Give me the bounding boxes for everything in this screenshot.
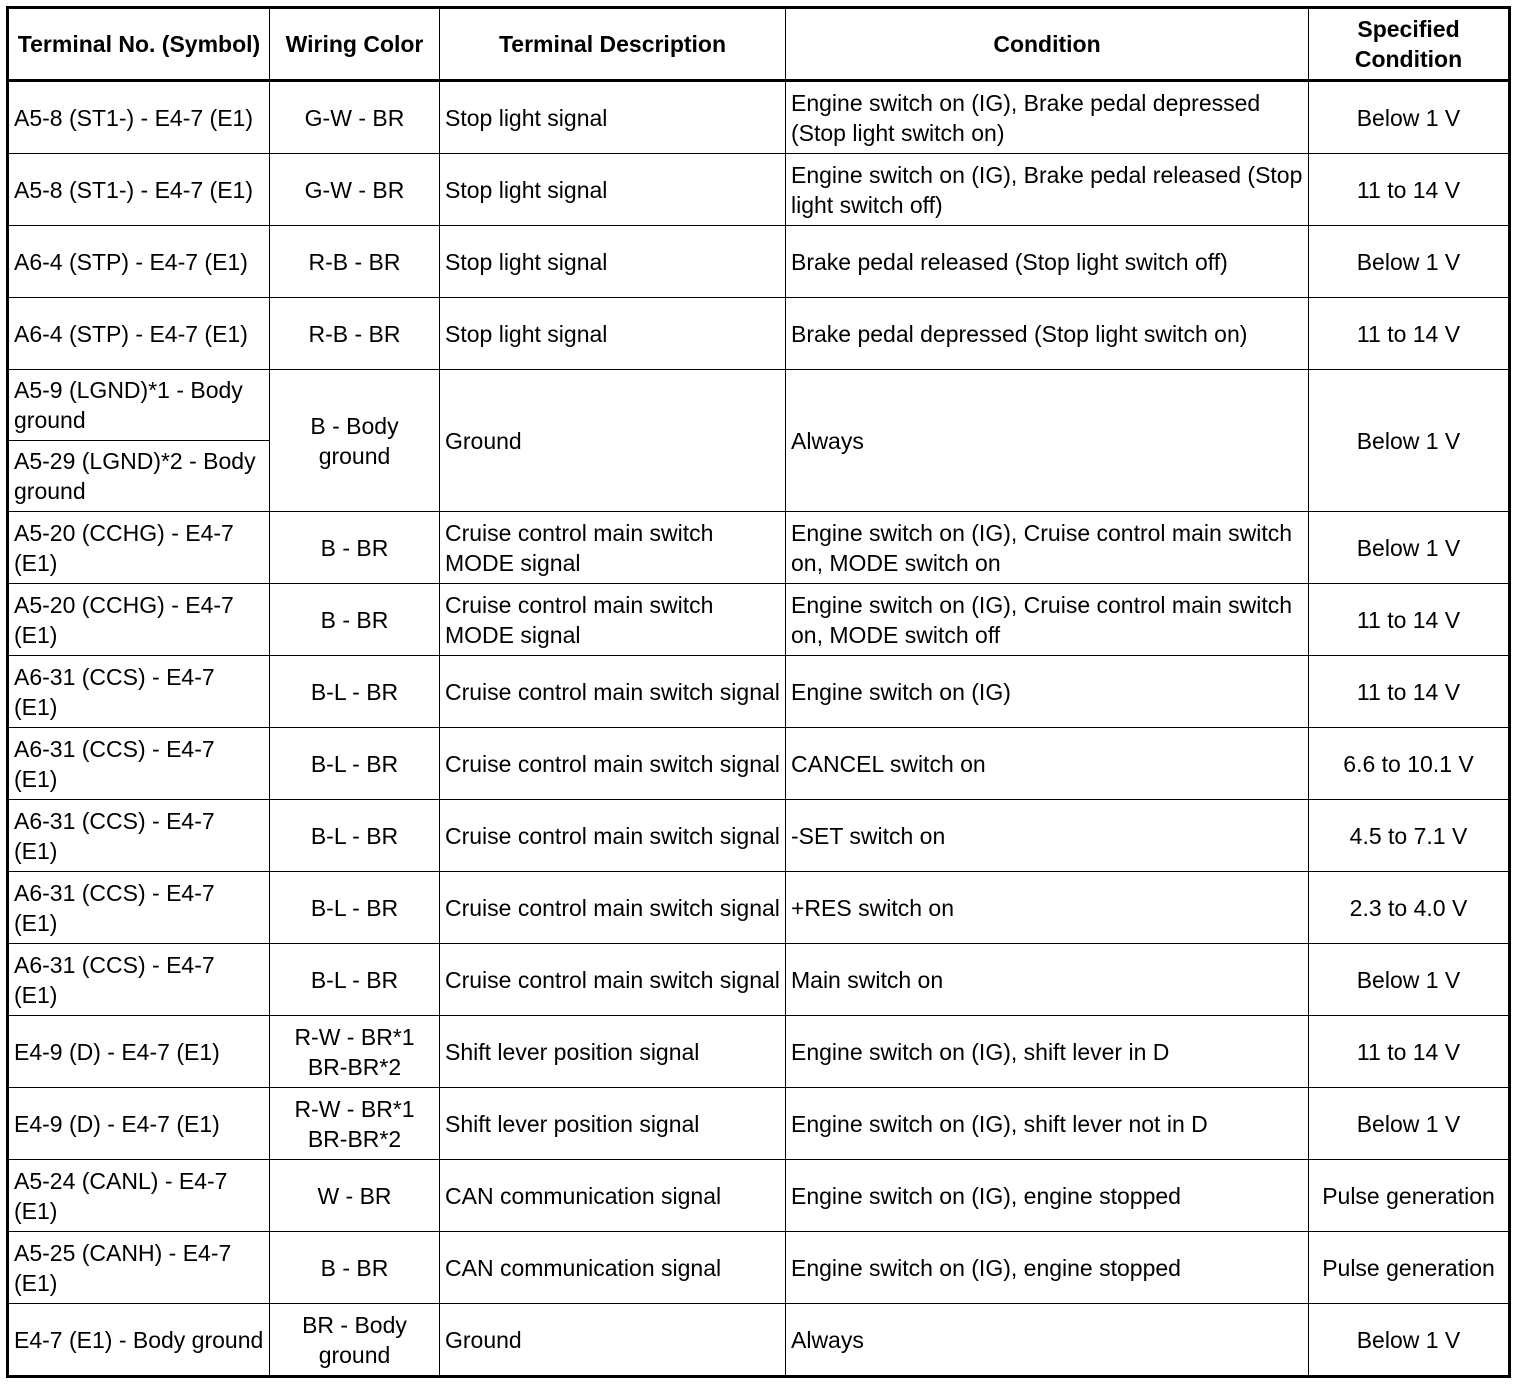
cell-specified: 11 to 14 V [1309, 584, 1510, 656]
cell-condition: Engine switch on (IG), Cruise control main switch on, MODE switch on [786, 512, 1309, 584]
table-row [8, 872, 1510, 944]
cell-wiring-color: R-B - BR [270, 226, 440, 298]
table-row [8, 944, 1510, 1016]
table-row [8, 656, 1510, 728]
cell-terminal: E4-9 (D) - E4-7 (E1) [8, 1088, 270, 1160]
cell-wiring-color: BR - Body ground [270, 1304, 440, 1377]
cell-description: Stop light signal [440, 154, 786, 226]
cell-terminal: A5-8 (ST1-) - E4-7 (E1) [8, 154, 270, 226]
cell-terminal: A5-8 (ST1-) - E4-7 (E1) [8, 81, 270, 154]
cell-condition: Always [786, 1304, 1309, 1377]
table-row [8, 1160, 1510, 1232]
cell-wiring-color: G-W - BR [270, 154, 440, 226]
cell-specified: 4.5 to 7.1 V [1309, 800, 1510, 872]
cell-specified: Below 1 V [1309, 226, 1510, 298]
cell-condition: Engine switch on (IG) [786, 656, 1309, 728]
cell-terminal: E4-9 (D) - E4-7 (E1) [8, 1016, 270, 1088]
cell-wiring-color: R-W - BR*1 BR-BR*2 [270, 1088, 440, 1160]
cell-description: Stop light signal [440, 81, 786, 154]
cell-wiring-color: B - Body ground [270, 370, 440, 512]
table-row [8, 154, 1510, 226]
table-row [8, 81, 1510, 154]
cell-condition: Engine switch on (IG), Brake pedal released (Stop light switch off) [786, 154, 1309, 226]
cell-specified: Below 1 V [1309, 1088, 1510, 1160]
cell-terminal-alt: A5-29 (LGND)*2 - Body ground [8, 441, 270, 512]
cell-terminal: E4-7 (E1) - Body ground [8, 1304, 270, 1377]
cell-wiring-color: G-W - BR [270, 81, 440, 154]
cell-description: Ground [440, 1304, 786, 1377]
cell-wiring-color: B - BR [270, 1232, 440, 1304]
cell-condition: Main switch on [786, 944, 1309, 1016]
cell-description: Shift lever position signal [440, 1016, 786, 1088]
header-wiring-color: Wiring Color [270, 8, 440, 81]
table-header-row [8, 8, 1510, 81]
cell-terminal: A5-9 (LGND)*1 - Body ground [8, 370, 270, 441]
table-row [8, 1304, 1510, 1377]
cell-condition: Engine switch on (IG), shift lever in D [786, 1016, 1309, 1088]
cell-condition: Engine switch on (IG), engine stopped [786, 1160, 1309, 1232]
cell-wiring-color: R-B - BR [270, 298, 440, 370]
cell-description: Shift lever position signal [440, 1088, 786, 1160]
header-terminal-description: Terminal Description [440, 8, 786, 81]
cell-specified: 11 to 14 V [1309, 1016, 1510, 1088]
cell-wiring-color: B-L - BR [270, 944, 440, 1016]
terminal-specification-table [6, 6, 1511, 1378]
cell-condition: +RES switch on [786, 872, 1309, 944]
cell-description: Cruise control main switch signal [440, 872, 786, 944]
cell-terminal: A6-31 (CCS) - E4-7 (E1) [8, 656, 270, 728]
cell-wiring-color: B-L - BR [270, 728, 440, 800]
cell-description: CAN communication signal [440, 1160, 786, 1232]
cell-specified: 11 to 14 V [1309, 656, 1510, 728]
cell-terminal: A6-31 (CCS) - E4-7 (E1) [8, 944, 270, 1016]
table-row [8, 370, 1510, 441]
header-terminal: Terminal No. (Symbol) [8, 8, 270, 81]
cell-condition: Always [786, 370, 1309, 512]
cell-description: Ground [440, 370, 786, 512]
cell-terminal: A6-31 (CCS) - E4-7 (E1) [8, 872, 270, 944]
table-row [8, 512, 1510, 584]
cell-condition: Engine switch on (IG), engine stopped [786, 1232, 1309, 1304]
cell-condition: Brake pedal depressed (Stop light switch on) [786, 298, 1309, 370]
header-condition: Condition [786, 8, 1309, 81]
cell-wiring-color: B-L - BR [270, 656, 440, 728]
cell-specified: 2.3 to 4.0 V [1309, 872, 1510, 944]
cell-condition: Brake pedal released (Stop light switch off) [786, 226, 1309, 298]
table-row [8, 728, 1510, 800]
cell-specified: 6.6 to 10.1 V [1309, 728, 1510, 800]
cell-specified: Below 1 V [1309, 512, 1510, 584]
terminal-table-container [6, 6, 1508, 1378]
cell-specified: Pulse generation [1309, 1160, 1510, 1232]
table-row [8, 298, 1510, 370]
cell-specified: Below 1 V [1309, 81, 1510, 154]
cell-description: Cruise control main switch MODE signal [440, 512, 786, 584]
cell-terminal: A6-31 (CCS) - E4-7 (E1) [8, 728, 270, 800]
cell-wiring-color: R-W - BR*1 BR-BR*2 [270, 1016, 440, 1088]
cell-terminal: A5-20 (CCHG) - E4-7 (E1) [8, 584, 270, 656]
table-row [8, 1088, 1510, 1160]
table-row [8, 1232, 1510, 1304]
cell-description: Cruise control main switch MODE signal [440, 584, 786, 656]
cell-specified: 11 to 14 V [1309, 298, 1510, 370]
table-row [8, 1016, 1510, 1088]
table-row [8, 584, 1510, 656]
table-row [8, 226, 1510, 298]
cell-wiring-color: B - BR [270, 584, 440, 656]
cell-terminal: A6-4 (STP) - E4-7 (E1) [8, 226, 270, 298]
cell-terminal: A6-4 (STP) - E4-7 (E1) [8, 298, 270, 370]
cell-specified: Below 1 V [1309, 1304, 1510, 1377]
cell-wiring-color: B-L - BR [270, 872, 440, 944]
cell-specified: Below 1 V [1309, 370, 1510, 512]
cell-condition: Engine switch on (IG), Cruise control main switch on, MODE switch off [786, 584, 1309, 656]
cell-condition: Engine switch on (IG), Brake pedal depressed (Stop light switch on) [786, 81, 1309, 154]
cell-description: Cruise control main switch signal [440, 800, 786, 872]
cell-description: CAN communication signal [440, 1232, 786, 1304]
cell-specified: Pulse generation [1309, 1232, 1510, 1304]
cell-wiring-color: B - BR [270, 512, 440, 584]
cell-specified: 11 to 14 V [1309, 154, 1510, 226]
cell-wiring-color: W - BR [270, 1160, 440, 1232]
cell-description: Cruise control main switch signal [440, 728, 786, 800]
cell-specified: Below 1 V [1309, 944, 1510, 1016]
cell-terminal: A5-24 (CANL) - E4-7 (E1) [8, 1160, 270, 1232]
cell-description: Cruise control main switch signal [440, 944, 786, 1016]
cell-terminal: A5-20 (CCHG) - E4-7 (E1) [8, 512, 270, 584]
cell-description: Stop light signal [440, 226, 786, 298]
cell-description: Cruise control main switch signal [440, 656, 786, 728]
cell-terminal: A5-25 (CANH) - E4-7 (E1) [8, 1232, 270, 1304]
cell-terminal: A6-31 (CCS) - E4-7 (E1) [8, 800, 270, 872]
cell-condition: Engine switch on (IG), shift lever not in D [786, 1088, 1309, 1160]
table-row [8, 800, 1510, 872]
cell-condition: CANCEL switch on [786, 728, 1309, 800]
cell-wiring-color: B-L - BR [270, 800, 440, 872]
cell-condition: -SET switch on [786, 800, 1309, 872]
cell-description: Stop light signal [440, 298, 786, 370]
header-specified-condition: Specified Condition [1309, 8, 1510, 81]
